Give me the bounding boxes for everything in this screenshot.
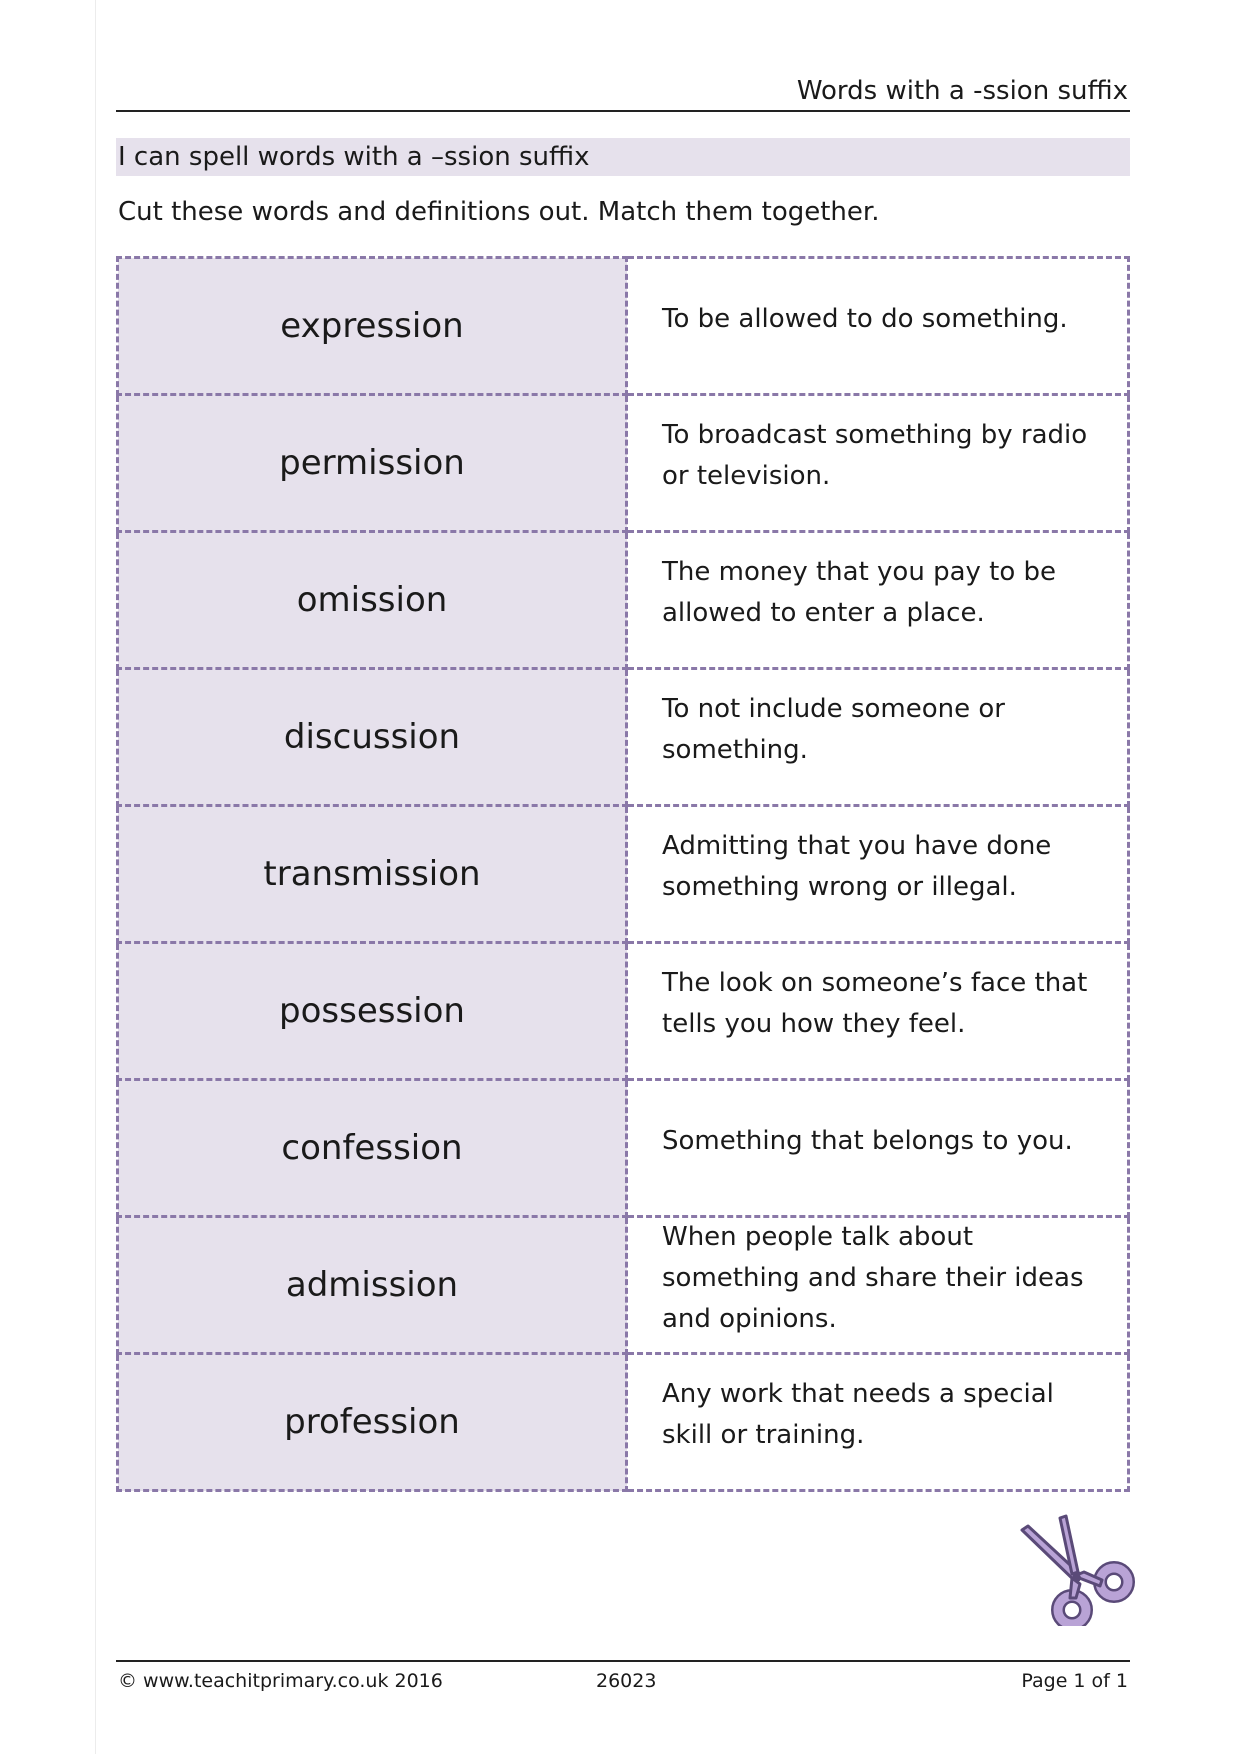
- word-card: transmission: [118, 806, 627, 943]
- copyright-text: © www.teachitprimary.co.uk 2016: [118, 1670, 443, 1692]
- definition-text: The money that you pay to be allowed to enter a place.: [662, 557, 1057, 628]
- word-card: profession: [118, 1354, 627, 1491]
- page-number: Page 1 of 1: [1021, 1670, 1128, 1692]
- definition-card: [627, 395, 1129, 532]
- card-row: [118, 1080, 1129, 1217]
- card-row: [118, 258, 1129, 395]
- scissors-icon: [1016, 1514, 1136, 1626]
- card-row: [118, 943, 1129, 1080]
- definition-text: When people talk about something and share their ideas and opinions.: [662, 1221, 1084, 1334]
- definition-card: [627, 1080, 1129, 1217]
- definition-card: [627, 669, 1129, 806]
- card-row: [118, 395, 1129, 532]
- page-edge: [95, 0, 96, 1754]
- learning-objective: I can spell words with a –ssion suffix: [116, 138, 1130, 176]
- word-card: permission: [118, 395, 627, 532]
- definition-card: [627, 1354, 1129, 1491]
- page-header: [116, 72, 1130, 112]
- word-card: discussion: [118, 669, 627, 806]
- card-row: [118, 1217, 1129, 1354]
- definition-text: The look on someone’s face that tells you how they feel.: [662, 968, 1088, 1039]
- definition-card: [627, 806, 1129, 943]
- card-row: [118, 669, 1129, 806]
- card-table: [116, 256, 1130, 1492]
- word-card: admission: [118, 1217, 627, 1354]
- word-card: confession: [118, 1080, 627, 1217]
- definition-text: To broadcast something by radio or television.: [662, 420, 1088, 491]
- definition-text: Any work that needs a special skill or training.: [662, 1379, 1054, 1450]
- card-row: [118, 532, 1129, 669]
- definition-card: [627, 1217, 1129, 1354]
- definition-text: Admitting that you have done something wrong or illegal.: [662, 831, 1052, 902]
- page-title: Words with a -ssion suffix: [796, 76, 1128, 106]
- definition-text: To not include someone or something.: [662, 694, 1005, 765]
- definition-card: [627, 258, 1129, 395]
- word-card: possession: [118, 943, 627, 1080]
- card-row: [118, 806, 1129, 943]
- word-card: expression: [118, 258, 627, 395]
- word-card: omission: [118, 532, 627, 669]
- instruction-text: Cut these words and definitions out. Match them together.: [118, 197, 880, 227]
- resource-code: 26023: [596, 1670, 657, 1692]
- definition-card: [627, 532, 1129, 669]
- definition-text: Something that belongs to you.: [662, 1125, 1073, 1156]
- definition-card: [627, 943, 1129, 1080]
- page-footer: [116, 1660, 1130, 1700]
- card-row: [118, 1354, 1129, 1491]
- definition-text: To be allowed to do something.: [662, 303, 1068, 334]
